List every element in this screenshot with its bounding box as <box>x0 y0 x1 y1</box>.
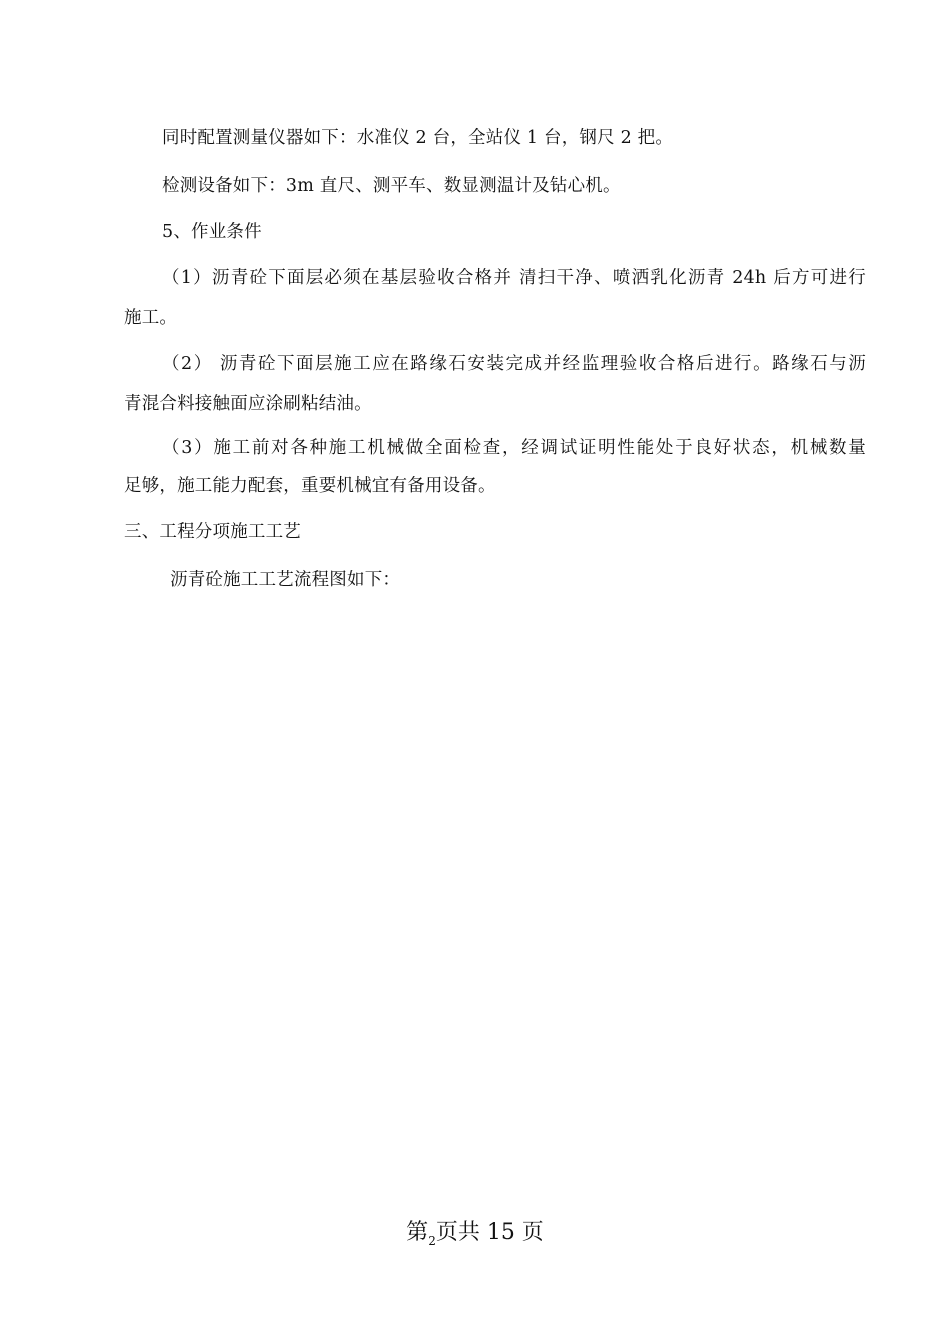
footer-prefix: 第 <box>406 1220 429 1245</box>
paragraph-flowchart-intro: 沥青砼施工工艺流程图如下： <box>170 570 401 590</box>
condition-2-line-2: 青混合料接触面应涂刷粘结油。 <box>124 394 372 414</box>
paragraph-survey-instruments: 同时配置测量仪器如下：水准仪 2 台，全站仪 1 台，钢尺 2 把。 <box>162 128 674 148</box>
section-heading-work-conditions: 5、作业条件 <box>162 222 262 242</box>
condition-1-line-2: 施工。 <box>124 308 178 328</box>
paragraph-testing-equipment: 检测设备如下：3m 直尺、测平车、数显测温计及钻心机。 <box>162 176 621 196</box>
section-heading-process: 三、工程分项施工工艺 <box>124 522 301 542</box>
condition-1-line-1: （1）沥青砼下面层必须在基层验收合格并 清扫干净、喷洒乳化沥青 24h 后方可进行 <box>162 268 866 288</box>
page-footer <box>0 1219 950 1249</box>
condition-2-line-1: （2） 沥青砼下面层施工应在路缘石安装完成并经监理验收合格后进行。路缘石与沥 <box>162 354 866 374</box>
condition-3-line-1: （3）施工前对各种施工机械做全面检查，经调试证明性能处于良好状态，机械数量 <box>162 438 866 458</box>
condition-3-line-2: 足够，施工能力配套，重要机械宜有备用设备。 <box>124 476 496 496</box>
footer-suffix: 页共 15 页 <box>435 1220 544 1245</box>
footer-page-number: 2 <box>428 1234 436 1248</box>
